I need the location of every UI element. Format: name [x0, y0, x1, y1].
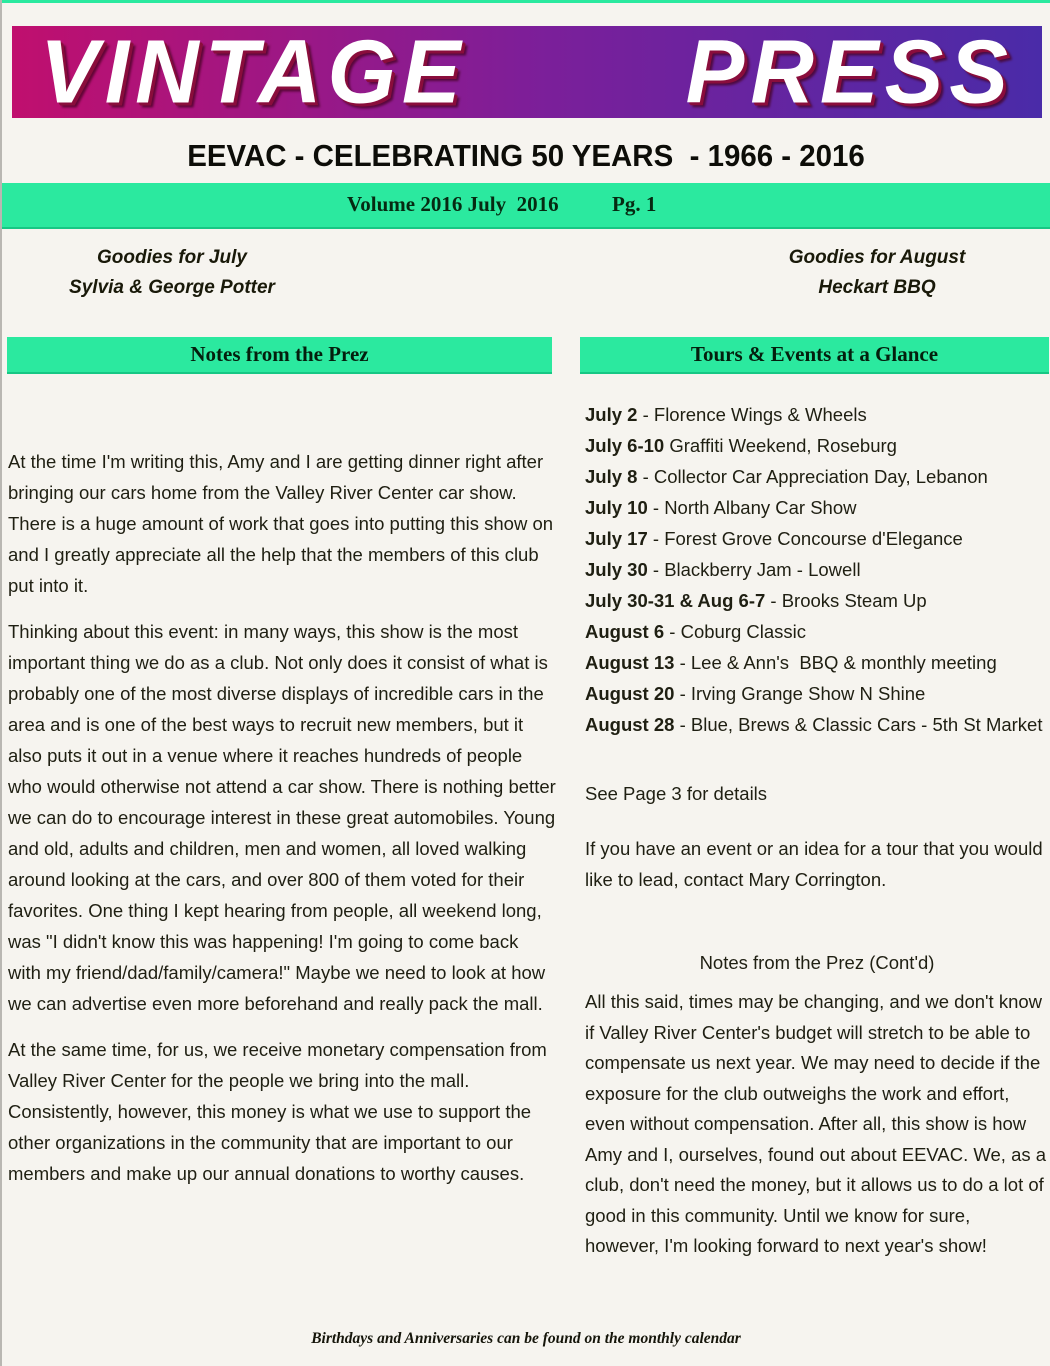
goodies-august-title: Goodies for August	[788, 247, 966, 268]
event-date: July 10	[585, 497, 648, 518]
notes-contd-header: Notes from the Prez (Cont'd)	[699, 952, 935, 973]
event-item	[585, 430, 1049, 461]
event-date: August 6	[585, 621, 665, 642]
notes-contd-paragraph: All this said, times may be changing, and we don't know if Valley River Center's budget will stretch to be able to compensate us next year. We may need to decide if the exposure for the club outweighs the work and effort, even without compensation. After all, this show is how Amy and I, ourselves, found out about EEVAC. We, as a club, don't need the money, but it allows us to do a lot of good in this community. Until we know for sure, however, I'm looking forward to next year's show!	[585, 991, 1047, 1256]
top-accent-line	[2, 0, 1050, 3]
goodies-august-block	[762, 243, 992, 303]
masthead-banner	[12, 21, 1042, 122]
section-header-tours-events	[580, 337, 1049, 374]
event-date: August 13	[585, 652, 675, 673]
section-header-notes-label: Notes from the Prez	[190, 342, 369, 366]
event-item	[585, 616, 1049, 647]
anniversary-subtitle: EEVAC - CELEBRATING 50 YEARS - 1966 - 2016	[187, 138, 865, 173]
article-paragraph-1: At the time I'm writing this, Amy and I are getting dinner right after bringing our cars home from the Valley River Center car show. There is a huge amount of work that goes into putting this show on and I greatly appreciate all the help that the members of this club put into it.	[8, 451, 554, 596]
section-header-notes-from-prez	[7, 337, 552, 374]
event-item	[585, 647, 1049, 678]
footer-note: Birthdays and Anniversaries can be found on the monthly calendar	[311, 1330, 741, 1347]
event-item	[585, 523, 1049, 554]
event-text: - Blackberry Jam - Lowell	[647, 559, 861, 580]
masthead-word-press: PRESS	[685, 21, 1014, 122]
event-date: July 8	[585, 466, 638, 487]
event-text: - Brooks Steam Up	[765, 590, 927, 611]
event-date: August 20	[585, 683, 675, 704]
goodies-july-block	[32, 243, 312, 303]
event-date: July 6-10	[585, 435, 665, 456]
notes-from-prez-article	[8, 446, 556, 1204]
event-item	[585, 709, 1049, 740]
event-date: August 28	[585, 714, 675, 735]
goodies-july-provider: Sylvia & George Potter	[69, 277, 275, 298]
event-text: - Forest Grove Concourse d'Elegance	[647, 528, 963, 549]
event-date: July 30	[585, 559, 648, 580]
goodies-august-provider: Heckart BBQ	[818, 277, 936, 298]
goodies-july-title: Goodies for July	[97, 247, 247, 268]
article-paragraph-2: Thinking about this event: in many ways, this show is the most important thing we do as a club. Not only does it consist of what is probably one of the most diverse displays of incredible cars in the area and is one of the best ways to recruit new members, but it also puts it out in a venue where it reaches hundreds of people who would otherwise not attend a car show. There is nothing better we can do to encourage interest in these great automobiles. Young and old, adults and children, men and women, all loved walking around looking at the cars, and over 800 of them voted for their favorites. One thing I kept hearing from people, all weekend long, was "I didn't know this was happening! I'm going to come back with my friend/dad/family/camera!" Maybe we need to look at how we can advertise even more beforehand and really pack the mall.	[8, 621, 556, 1014]
event-text: - Blue, Brews & Classic Cars - 5th St Market	[674, 714, 1043, 735]
event-text: - Irving Grange Show N Shine	[674, 683, 926, 704]
see-details-note: See Page 3 for details	[585, 783, 768, 804]
event-date: July 17	[585, 528, 648, 549]
tours-events-column	[585, 399, 1049, 1262]
events-list	[585, 399, 1049, 740]
event-text: Graffiti Weekend, Roseburg	[664, 435, 897, 456]
event-item	[585, 678, 1049, 709]
event-item	[585, 585, 1049, 616]
event-text: - Collector Car Appreciation Day, Lebanon	[637, 466, 988, 487]
event-item	[585, 492, 1049, 523]
event-item	[585, 554, 1049, 585]
event-item	[585, 399, 1049, 430]
volume-label: Volume 2016 July 2016	[347, 192, 559, 216]
event-date: July 30-31 & Aug 6-7	[585, 590, 766, 611]
section-header-tours-label: Tours & Events at a Glance	[690, 342, 939, 366]
event-item	[585, 461, 1049, 492]
event-text: - Lee & Ann's BBQ & monthly meeting	[674, 652, 997, 673]
event-text: - Florence Wings & Wheels	[637, 404, 867, 425]
masthead-word-vintage: VINTAGE	[40, 21, 467, 122]
tour-contact-note: If you have an event or an idea for a tour that you would like to lead, contact Mary Corrington.	[585, 838, 1043, 890]
article-paragraph-3: At the same time, for us, we receive monetary compensation from Valley River Center for the people we bring into the mall. Consistently, however, this money is what we use to support the other organizations in the community that are important to our members and make up our annual donations to worthy causes.	[8, 1039, 547, 1184]
volume-banner	[2, 183, 1050, 229]
page-number: Pg. 1	[612, 192, 657, 216]
event-date: July 2	[585, 404, 638, 425]
event-text: - North Albany Car Show	[647, 497, 857, 518]
event-text: - Coburg Classic	[664, 621, 807, 642]
